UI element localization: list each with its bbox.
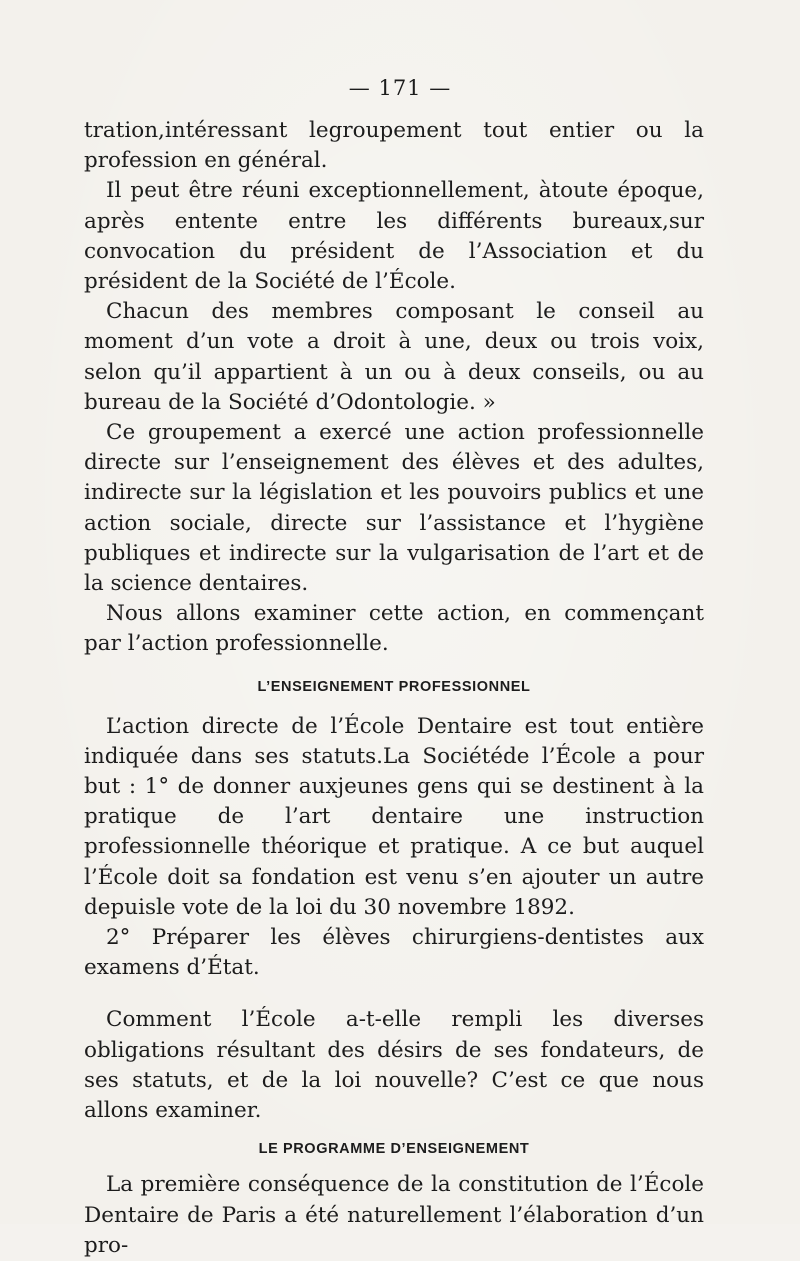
paragraph: Comment l’École a-t-elle rempli les diverses obligations résultant des désirs de ses fondateurs, de ses statuts, et de la loi nouvelle? C’est ce que nous allons examiner.: [84, 1007, 704, 1124]
paragraph: 2° Préparer les élèves chirurgiens-dentistes aux examens d’État.: [84, 925, 704, 981]
paragraph: tration,intéressant legroupement tout entier ou la profession en général.: [84, 118, 704, 174]
section-heading: L’ENSEIGNEMENT PROFESSIONNEL: [257, 678, 531, 695]
paragraph: Nous allons examiner cette action, en commençant par l’action professionnelle.: [84, 601, 704, 657]
paragraph: Il peut être réuni exceptionnellement, àtoute époque, après entente entre les différents bureaux,sur convocation du président de l’Association et du président de la Société de l’École.: [84, 178, 704, 295]
section-heading: LE PROGRAMME D’ENSEIGNEMENT: [258, 1141, 530, 1158]
page-body: [84, 116, 704, 1261]
page-number: — 171 —: [348, 76, 452, 100]
paragraph: Chacun des membres composant le conseil au moment d’un vote a droit à une, deux ou trois voix, selon qu’il appartient à un ou à deux conseils, ou au bureau de la Société d’Odontologie. »: [84, 299, 704, 415]
paragraph: L’action directe de l’École Dentaire est tout entière indiquée dans ses statuts.La Sociétéde l’École a pour but : 1° de donner auxjeunes gens qui se destinent à la pratique de l’art dentaire une instruction professionnelle théorique et pratique. A ce but auquel l’École doit sa fondation est venu s’en ajouter un autre depuisle vote de la loi du 30 novembre 1892.: [84, 713, 704, 920]
paragraph: Ce groupement a exercé une action professionnelle directe sur l’enseignement des élèves et des adultes, indirecte sur la législation et les pouvoirs publics et une action sociale, directe sur l’assistance et l’hygiène publiques et indirecte sur la vulgarisation de l’art et de la science dentaires.: [84, 420, 704, 597]
paragraph: La première conséquence de la constitution de l’École Dentaire de Paris a été naturellement l’élaboration d’un pro-: [84, 1172, 704, 1258]
